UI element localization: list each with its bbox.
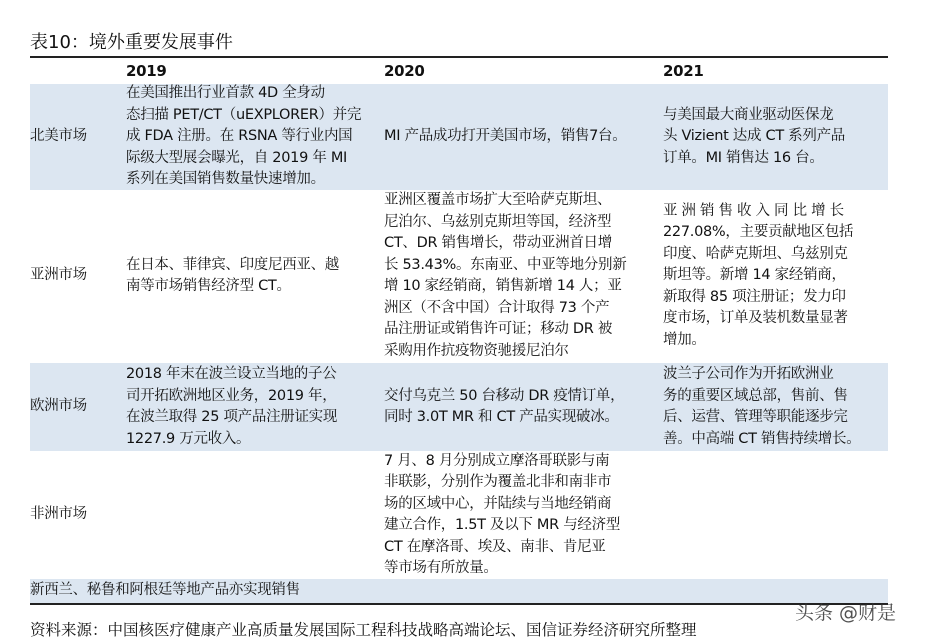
table-header-row (30, 59, 888, 84)
cell-2020: MI 产品成功打开美国市场，销售7台。 (384, 128, 627, 145)
bottom-rule (30, 603, 888, 605)
cell-2021: 波兰子公司作为开拓欧洲业 务的重要区域总部，售前、售 后、运营、管理等职能逐步完 善。中高端 CT 销售持续增长。 (663, 366, 861, 447)
cell-2020: 7 月、8 月分别成立摩洛哥联影与南 非联影，分别作为覆盖北非和南非市 场的区域中心，并陆续与当地经销商 建立合作，1.5T 及以下 MR 与经济型 CT 在摩洛哥、埃及、南非、肯尼亚 等市场有所放量。 (384, 452, 621, 576)
watermark: 头条 @财是 (795, 602, 897, 624)
market-label: 欧洲市场 (30, 398, 87, 415)
cell-2019: 2018 年末在波兰设立当地的子公 司开拓欧洲地区业务，2019 年， 在波兰取得 25 项产品注册证实现 1227.9 万元收入。 (126, 366, 338, 447)
table-row (30, 363, 888, 451)
top-rule (30, 56, 888, 58)
table-footer-row (30, 579, 888, 603)
cell-2021: 与美国最大商业驱动医保龙 头 Vizient 达成 CT 系列产品 订单。MI 销售达 16 台。 (663, 106, 845, 166)
cell-2020: 亚洲区覆盖市场扩大至哈萨克斯坦、 尼泊尔、乌兹别克斯坦等国，经济型 CT、DR 销售增长，带动亚洲首日增 长 53.43%。东南亚、中亚等地分别新 增 10 家经销商，销售新增 14 人；亚 洲区（不含中国）合计取得 73 个产 品注册证或销售许可证；移动 DR 被 采购用作抗疫物资驰援尼泊尔 (384, 192, 627, 359)
header-2020: 2020 (384, 61, 425, 80)
table-row (30, 190, 888, 362)
cell-2020: 交付乌克兰 50 台移动 DR 疫情订单， 同时 3.0T MR 和 CT 产品实现破冰。 (384, 387, 625, 425)
cell-2021 (663, 451, 888, 579)
header-2019: 2019 (126, 61, 167, 80)
table-row (30, 451, 888, 579)
cell-2019 (126, 451, 384, 579)
cell-2019: 在日本、菲律宾、印度尼西亚、越 南等市场销售经济型 CT。 (126, 256, 339, 294)
market-label: 北美市场 (30, 128, 87, 145)
market-label: 非洲市场 (30, 506, 87, 523)
header-2021: 2021 (663, 61, 704, 80)
cell-2021: 亚 洲 销 售 收 入 同 比 增 长 227.08%，主要贡献地区包括 印度、哈萨克斯坦、乌兹别克 斯坦等。新增 14 家经销商， 新取得 85 项注册证；发力印 度市场，订单及装机数量显著 增加。 (663, 202, 854, 348)
footer-row-text: 新西兰、秘鲁和阿根廷等地产品亦实现销售 (30, 582, 300, 599)
market-label: 亚洲市场 (30, 267, 87, 284)
table-row (30, 84, 888, 190)
cell-2019: 在美国推出行业首款 4D 全身动 态扫描 PET/CT（uEXPLORER）并完 成 FDA 注册。在 RSNA 等行业内国 际级大型展会曝光，自 2019 年 MI 系列在美国销售数量快速增加。 (126, 85, 362, 188)
source-note: 资料来源：中国核医疗健康产业高质量发展国际工程科技战略高端论坛、国信证券经济研究所整理 (30, 621, 697, 639)
table-title: 表10：境外重要发展事件 (30, 32, 233, 53)
